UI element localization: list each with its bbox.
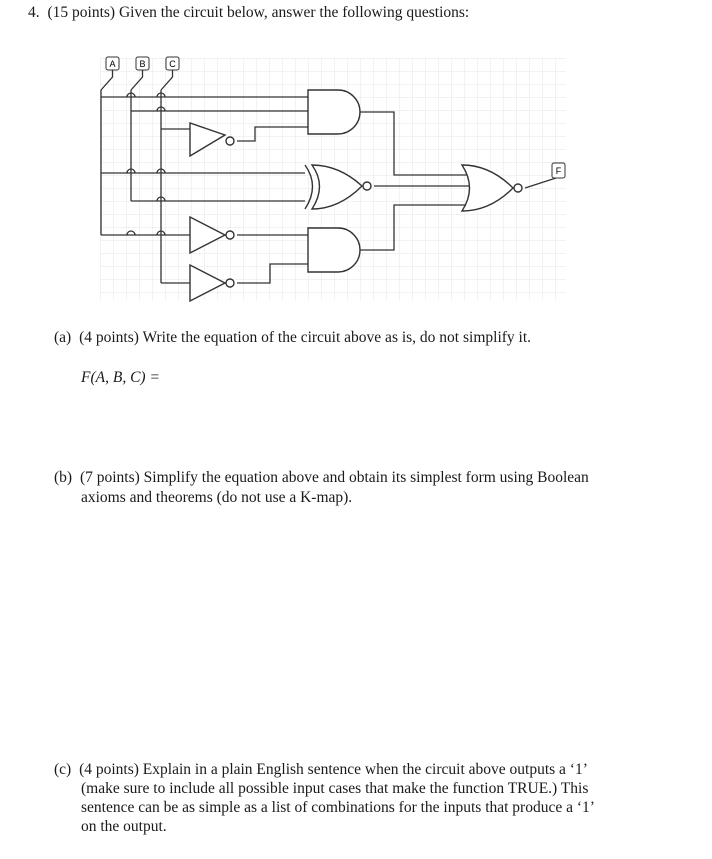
part-c-line4: on the output.: [81, 818, 167, 835]
input-c: [166, 57, 179, 70]
part-c-label: (c): [54, 761, 72, 778]
input-b-label: B: [139, 59, 146, 69]
part-c-line3: sentence can be as simple as a list of combinations for the inputs that produce a ‘1’: [81, 799, 595, 816]
logic-circuit-diagram: [92, 50, 572, 306]
input-c-label: C: [169, 59, 176, 69]
part-b-label: (b): [54, 469, 73, 486]
problem-number: 4.: [28, 4, 40, 21]
problem-header: [28, 3, 469, 22]
part-c-line1: (4 points) Explain in a plain English sentence when the circuit above outputs a ‘1’: [79, 761, 588, 778]
part-b-line2: axioms and theorems (do not use a K-map).: [81, 489, 353, 506]
and-gate-upper: [308, 90, 360, 134]
input-a: [106, 57, 119, 70]
input-a-label: A: [109, 59, 116, 69]
part-b-question: [54, 468, 589, 487]
part-b-line1: (7 points) Simplify the equation above and obtain its simplest form using Boolean: [79, 469, 589, 486]
part-c-line2: (make sure to include all possible input cases that make the function TRUE.) This: [81, 780, 589, 797]
part-a-question: [54, 328, 531, 347]
part-a-equation: F(A, B, C) =: [81, 369, 160, 386]
output-f: [552, 163, 565, 178]
part-c-question: [54, 760, 588, 779]
problem-intro: (15 points) Given the circuit below, answer the following questions:: [47, 4, 470, 21]
part-a-text: (4 points) Write the equation of the circuit above as is, do not simplify it.: [79, 329, 532, 346]
output-f-label: F: [555, 166, 562, 176]
and-gate-lower: [308, 228, 360, 272]
input-b: [136, 57, 149, 70]
part-a-label: (a): [54, 329, 72, 346]
